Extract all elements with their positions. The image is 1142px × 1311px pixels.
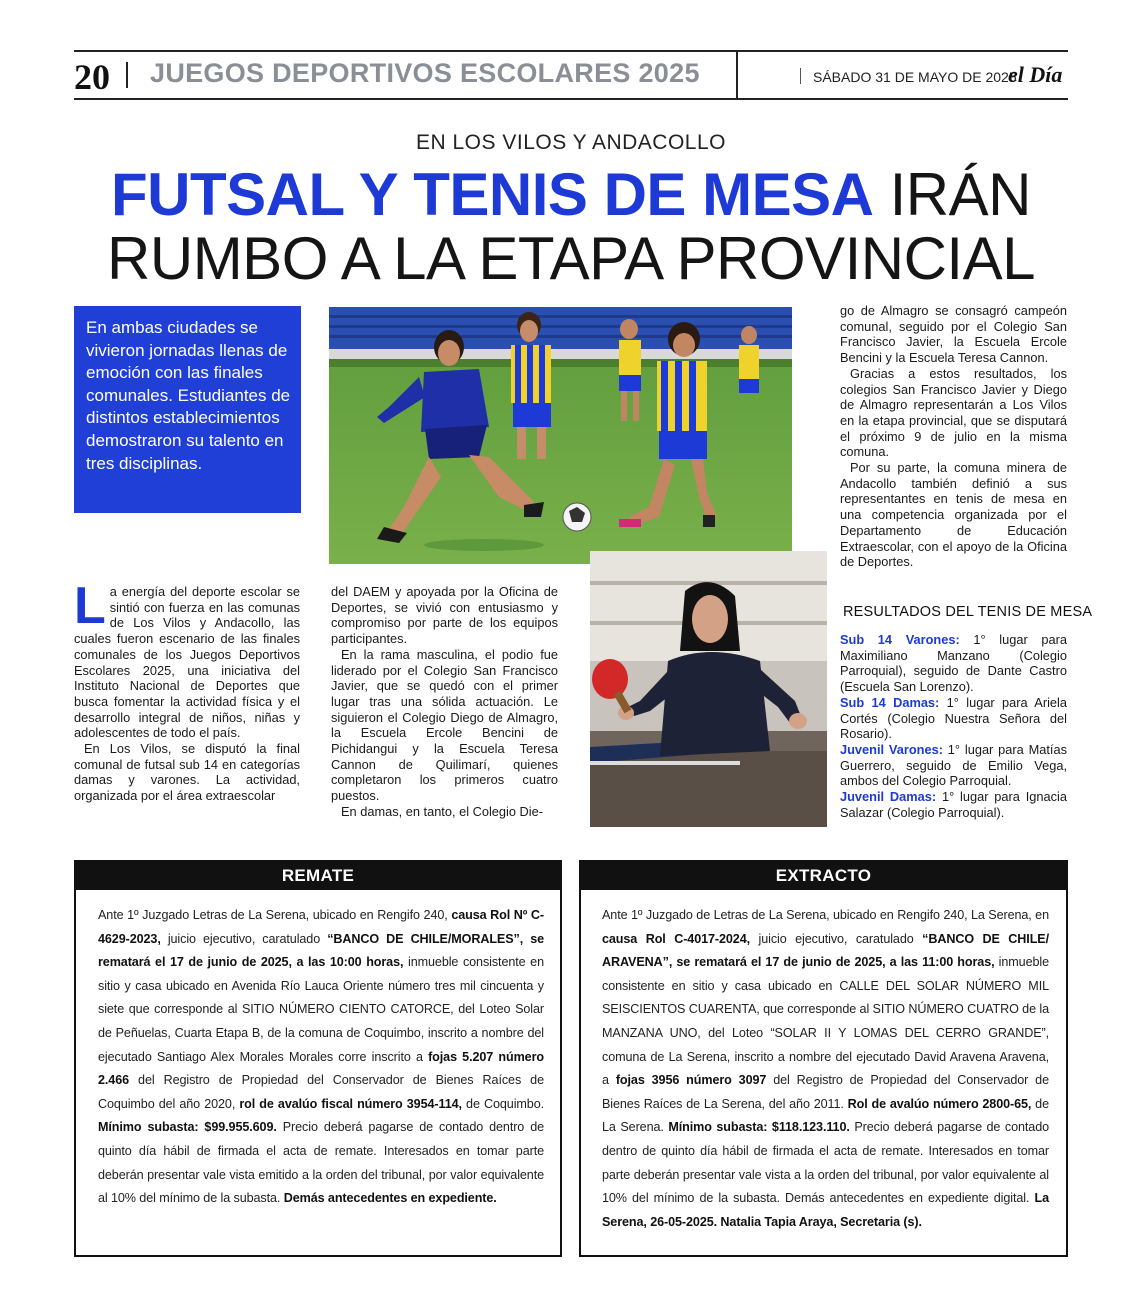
page-number-separator	[126, 62, 128, 88]
drop-cap: L	[74, 577, 106, 635]
result-item: Sub 14 Varones: 1° lugar para Maximiliano Manzano (Colegio Parroquial), seguido de Dante Castro (Escuela San Lorenzo).	[840, 632, 1067, 695]
paragraph-andacollo: Por su parte, la comuna minera de Andacollo también definió a sus representantes en tenis de mesa en una competencia organizada por el Departamento de Educación Extraescolar, con el apoyo de la Oficina de Deportes.	[840, 460, 1067, 570]
remate-text: Ante 1º Juzgado Letras de La Serena, ubicado en Rengifo 240, causa Rol Nº C-4629-2023, juicio ejecutivo, caratulado “BANCO DE CHILE/MORALES”, se rematará el 17 de junio de 2025, a las 10:00 horas, inmueble consistente en sitio y casa ubicado en Avenida Río Lauca Oriente número tres mil cincuenta y siete que corresponde al SITIO NÚMERO CIENTO CATORCE, del Loteo Solar de Peñuelas, Cuarta Etapa B, de la comuna de Coquimbo, inscrito a nombre del ejecutado Santiago Alex Morales Morales corre inscrito a fojas 5.207 número 2.466 del Registro de Propiedad del Conservador de Bienes Raíces de Coquimbo del año 2020, rol de avalúo fiscal número 3954-114, de Coquimbo. Mínimo subasta: $99.955.609. Precio deberá pagarse de contado dentro de quinto día hábil de firmada el acta de remate. Interesados en tomar parte deberán presentar vale vista emitido a la orden del tribunal, por valor equivalente al 10% del mínimo de la subasta. Demás antecedentes en expediente.	[98, 908, 545, 1206]
headline-line-1	[0, 161, 1142, 228]
article-kicker: EN LOS VILOS Y ANDACOLLO	[415, 131, 727, 154]
headline-rest: IRÁN	[889, 161, 1031, 228]
result-item: Juvenil Damas: 1° lugar para Ignacia Salazar (Colegio Parroquial).	[840, 789, 1067, 820]
header-top-rule	[74, 50, 1068, 52]
paragraph-damas-start: En damas, en tanto, el Colegio Die-	[341, 803, 544, 819]
results-list	[840, 632, 1067, 820]
paragraph-los-vilos: En Los Vilos, se disputó la final comunal de futsal sub 14 en categorías damas y varones. La actividad, organizada por el área extraescolar	[74, 741, 300, 804]
newspaper-logo: el Día	[1008, 62, 1063, 87]
paragraph-damas-end: go de Almagro se consagró campeón comunal, seguido por el Colegio San Francisco Javier, la Escuela Ercole Bencini y la Escuela Teresa Cannon.	[840, 303, 1067, 366]
issue-date: SÁBADO 31 DE MAYO DE 2025	[813, 69, 1017, 85]
paragraph-intro: a energía del deporte escolar se sintió con fuerza en las comunas de Los Vilos y Andacollo, las cuales fueron escenario de las finales comunales de los Juegos Deportivos Escolares 2025, una iniciativa del Instituto Nacional de Deportes que busca fomentar la actividad física y el desarrollo integral de niños, niñas y adolescentes de todo el país.	[74, 584, 300, 741]
paragraph-provincial: Gracias a estos resultados, los colegios San Francisco Javier y Diego de Almagro representarán a Los Vilos en la etapa provincial, que se disputará el próximo 9 de julio en la misma comuna.	[840, 365, 1067, 460]
extracto-title: EXTRACTO	[581, 862, 1066, 890]
lead-box: En ambas ciudades se vivieron jornadas llenas de emoción con las finales comunales. Estudiantes de distintos establecimientos demostraron su talento en tres disciplinas.	[74, 306, 301, 513]
article-column-2	[331, 584, 558, 820]
article-column-1	[74, 577, 300, 804]
extracto-notice	[579, 860, 1068, 1257]
extracto-text: Ante 1º Juzgado de Letras de La Serena, ubicado en Rengifo 240, La Serena, en causa Rol C-4017-2024, juicio ejecutivo, caratulado “BANCO DE CHILE/ ARAVENA”, se rematará el 17 de junio de 2025, a las 11:00 horas, inmueble consistente en sitio y casa ubicado en CALLE DEL SOLAR NÚMERO MIL SEISCIENTOS CUARENTA, que corresponde al SITIO NÚMERO CUATRO de la MANZANA UNO, del Loteo “SOLAR II Y LOMAS DEL CERRO GRANDE”, comuna de La Serena, inscrito a nombre del ejecutado David Aravena Aravena, a fojas 3956 número 3097 del Registro de Propiedad del Conservador de Bienes Raíces de La Serena, del año 2011. Rol de avalúo número 2800-65, de La Serena. Mínimo subasta: $118.123.110. Precio deberá pagarse de contado dentro de quinto día hábil de firmada el acta de remate. Interesados en tomar parte deberán presentar vale vista a la orden del tribunal, por valor equivalente al 10% del mínimo de la subasta. Demás antecedentes en expediente digital. La Serena, 26-05-2025. Natalia Tapia Araya, Secretaria (s).	[602, 908, 1050, 1229]
headline-highlight: FUTSAL Y TENIS DE MESA	[111, 161, 874, 228]
result-item: Sub 14 Damas: 1° lugar para Ariela Cortés (Colegio Nuestra Señora del Rosario).	[840, 694, 1067, 742]
paragraph-varones: En la rama masculina, el podio fue liderado por el Colegio San Francisco Javier, que se quedó con el primer lugar tras una sólida actuación. Le siguieron el Colegio Diego de Almagro, la Escuela Ercole Bencini de Pichidangui y la Escuela Teresa Cannon de Quilimarí, quienes completaron los primeros cuatro puestos.	[331, 646, 558, 804]
header-divider	[736, 52, 738, 98]
remate-title: REMATE	[76, 862, 560, 890]
page-number: 20	[74, 57, 110, 97]
result-item: Juvenil Varones: 1° lugar para Matías Guerrero, seguido de Emilio Vega, ambos del Colegio Parroquial.	[840, 741, 1067, 789]
article-column-3	[840, 303, 1067, 570]
results-title: RESULTADOS DEL TENIS DE MESA	[843, 604, 1093, 620]
headline-line-2: RUMBO A LA ETAPA PROVINCIAL	[107, 225, 1035, 292]
section-title: JUEGOS DEPORTIVOS ESCOLARES 2025	[150, 58, 700, 88]
paragraph-daem: del DAEM y apoyada por la Oficina de Deportes, se vivió con entusiasmo y compromiso por parte de los equipos participantes.	[331, 584, 558, 647]
futsal-photo	[329, 307, 792, 564]
table-tennis-photo	[590, 551, 827, 827]
header-bottom-rule	[74, 98, 1068, 100]
date-separator	[800, 68, 801, 84]
remate-notice	[74, 860, 562, 1257]
